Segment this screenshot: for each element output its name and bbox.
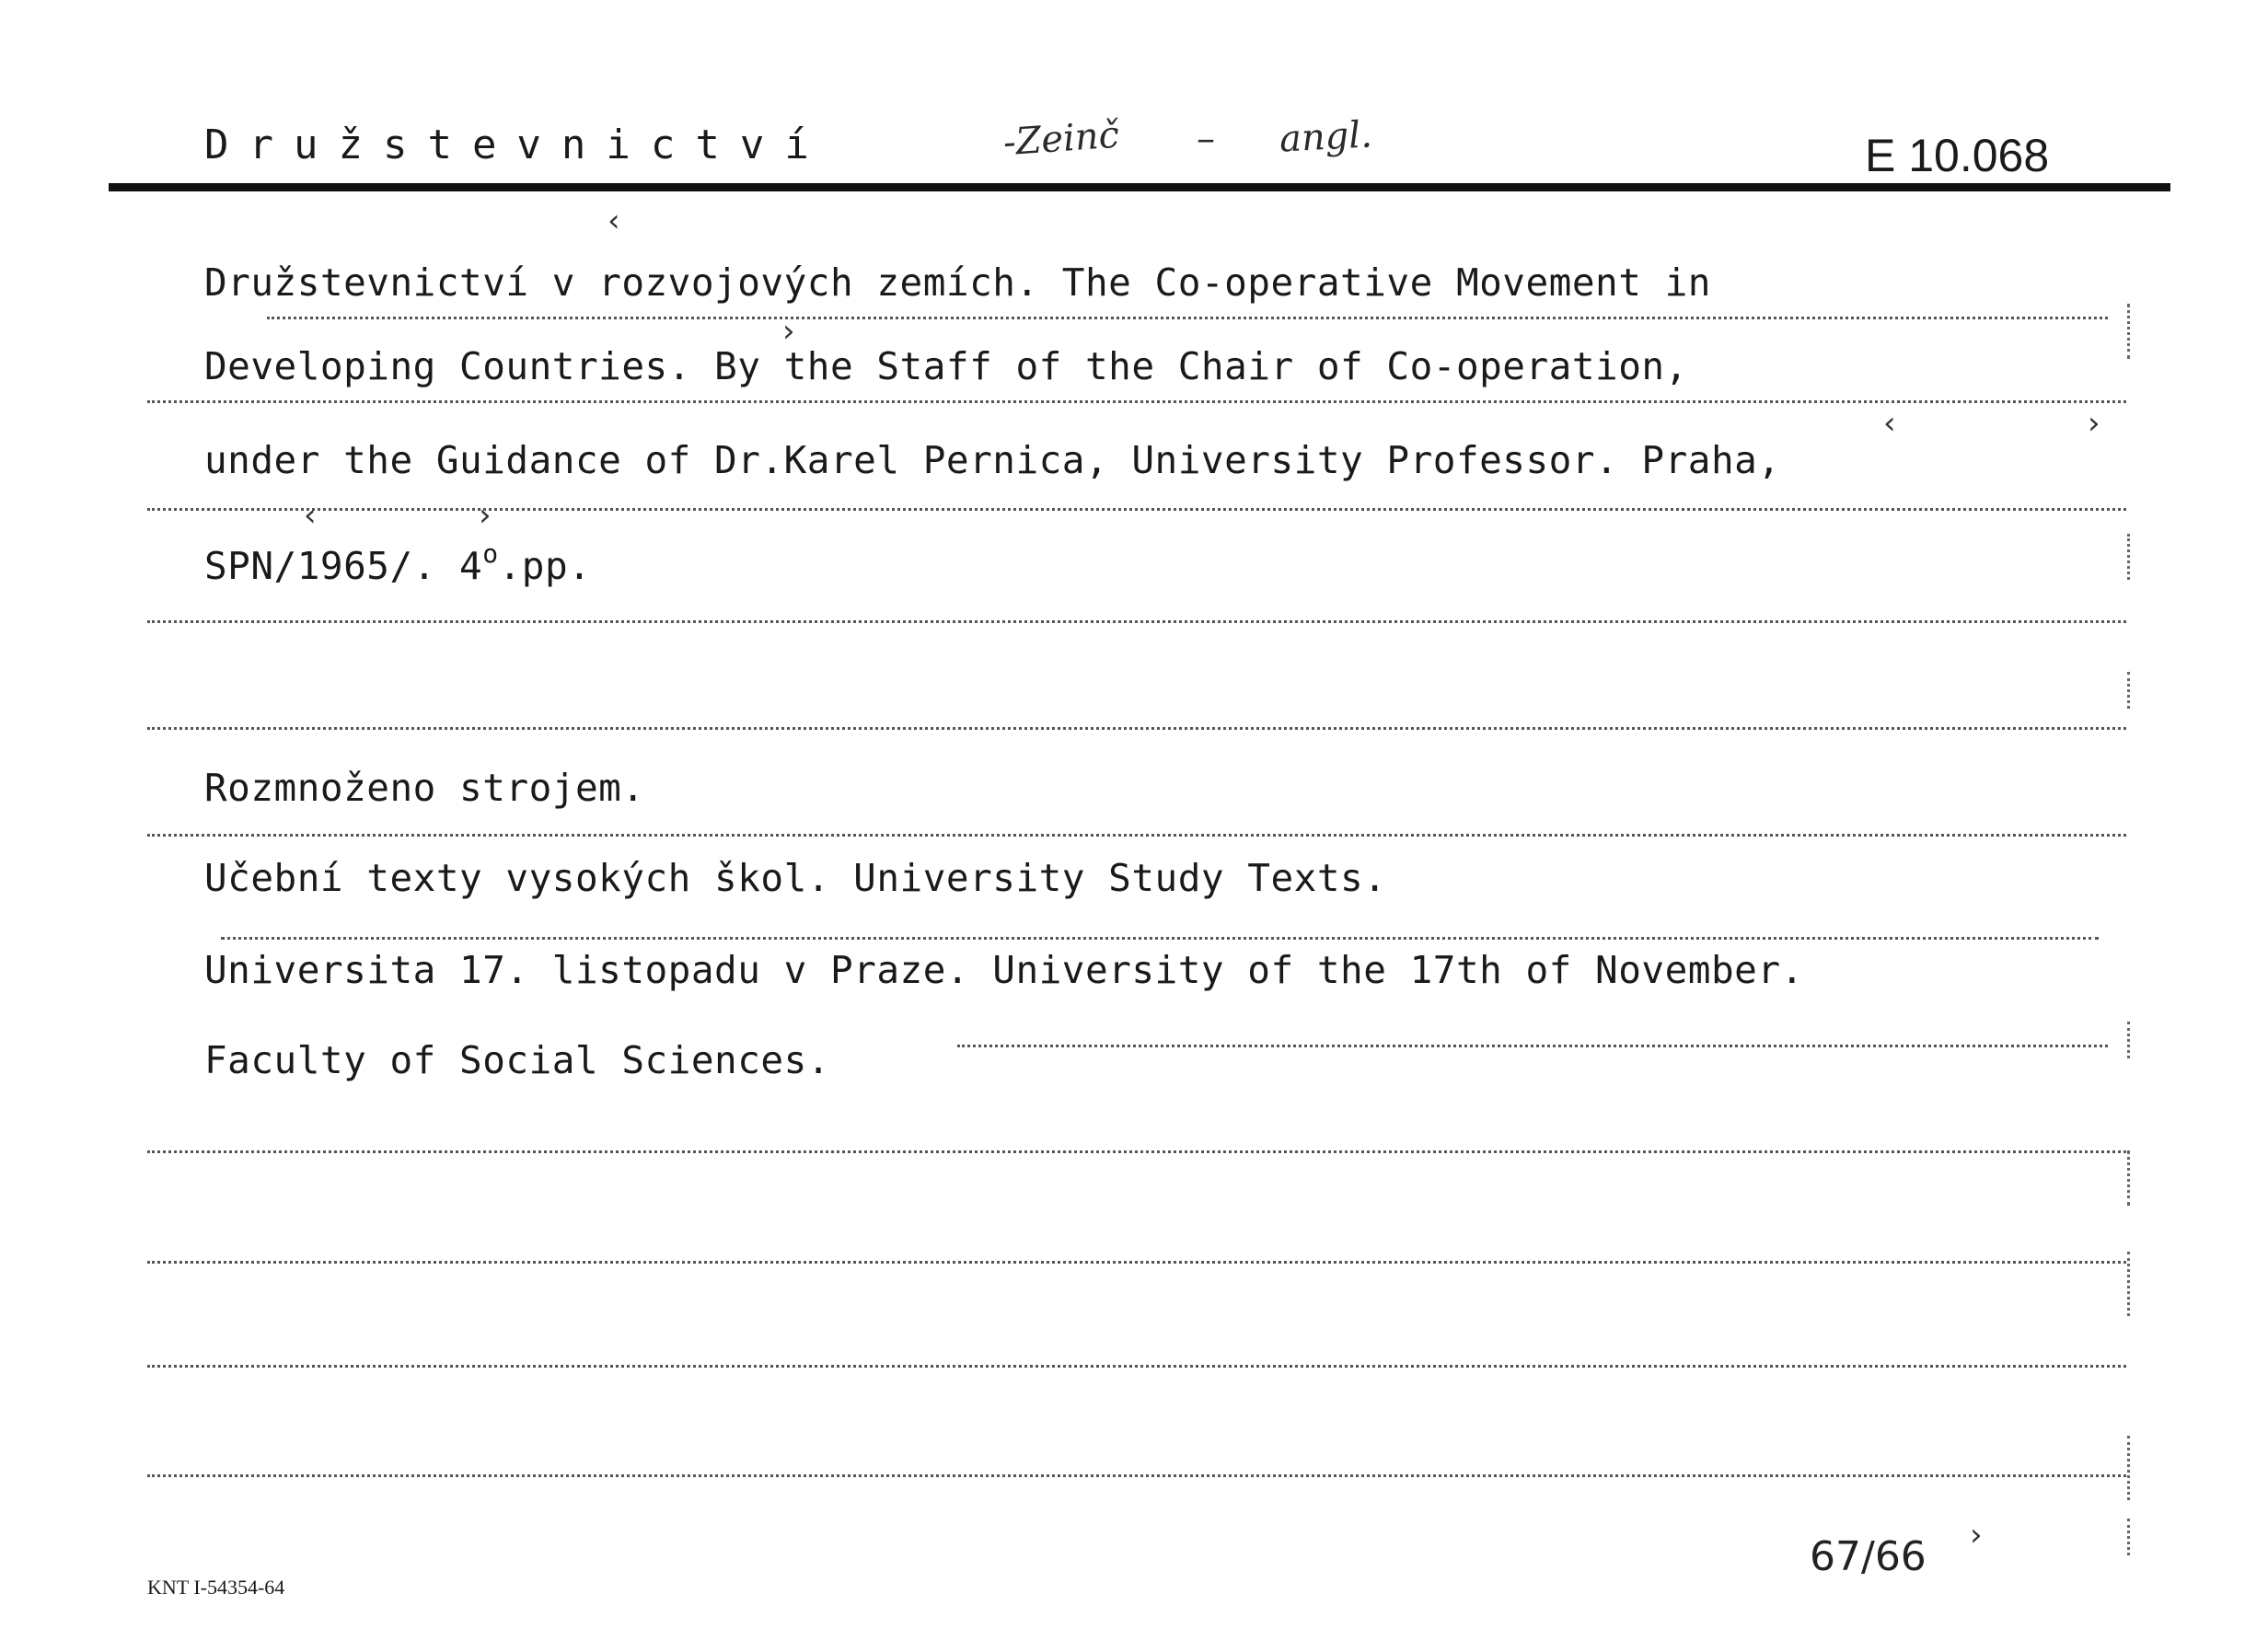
entry-line-1: Družstevnictví v rozvojových zemích. The Co-operative Movement in (204, 260, 1711, 305)
caret-mark-icon: › (2088, 405, 2100, 442)
margin-mark (2127, 534, 2130, 580)
ruled-line (147, 1261, 2126, 1264)
imprint-line (204, 538, 591, 588)
caret-mark-icon: › (479, 497, 492, 534)
entry-line-3: under the Guidance of Dr.Karel Pernica, University Professor. Praha, (204, 438, 1781, 482)
margin-mark (2127, 1022, 2130, 1058)
ruled-line (147, 834, 2126, 837)
ruled-line (147, 727, 2126, 730)
ruled-line (267, 317, 2108, 319)
note-line: Rozmnoženo strojem. (204, 766, 645, 810)
caret-mark-icon: › (1970, 1517, 1983, 1554)
caret-mark-icon: ‹ (304, 497, 317, 534)
caret-mark-icon: › (782, 313, 795, 350)
series-line-3: Faculty of Social Sciences. (204, 1038, 830, 1082)
entry-line-2: Developing Countries. By the Staff of the Chair of Co-operation, (204, 344, 1688, 388)
margin-mark (2127, 304, 2130, 359)
ruled-line (957, 1045, 2108, 1047)
ruled-line (147, 508, 2126, 511)
heading-rule (109, 183, 2170, 191)
ruled-line (147, 1474, 2126, 1477)
margin-mark (2127, 1436, 2130, 1500)
ruled-line (147, 1365, 2126, 1368)
imprint-tail: .pp. (498, 544, 592, 588)
margin-mark (2127, 1150, 2130, 1206)
series-line-2: Universita 17. listopadu v Praze. University of the 17th of November. (204, 948, 1804, 992)
imprint-main: SPN/1965/. 4 (204, 544, 483, 588)
margin-mark (2127, 1252, 2130, 1316)
ruled-line (221, 937, 2099, 940)
card-number: 67/66 (1810, 1533, 1927, 1580)
ruled-line (147, 620, 2126, 623)
handwritten-dash: – (1197, 118, 1215, 160)
call-number: E 10.068 (1865, 130, 2050, 181)
imprint-superscript: o (482, 538, 499, 569)
ruled-line (147, 400, 2126, 403)
ruled-line (147, 1150, 2126, 1153)
margin-mark (2127, 1519, 2130, 1555)
caret-mark-icon: ‹ (608, 202, 620, 239)
handwritten-language-note: angl. (1278, 113, 1373, 161)
caret-mark-icon: ‹ (1883, 405, 1896, 442)
card-heading: Družstevnictví (204, 121, 829, 168)
handwritten-author-note: -Zeinč (1001, 113, 1121, 165)
series-line-1: Učební texty vysokých škol. University Study Texts. (204, 856, 1387, 900)
printer-code: KNT I-54354-64 (147, 1576, 285, 1599)
margin-mark (2127, 672, 2130, 709)
